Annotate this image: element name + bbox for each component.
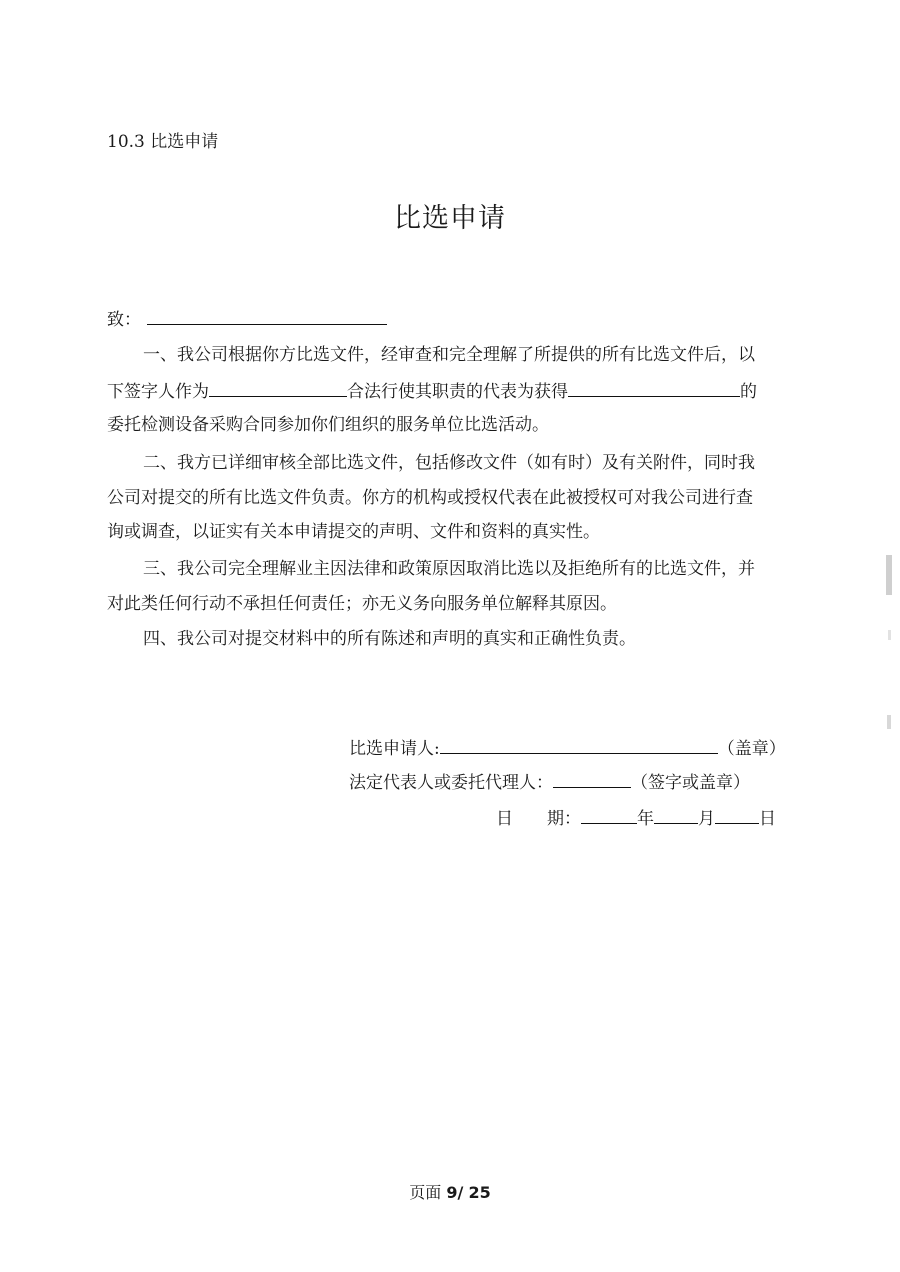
addressee-line: [107, 309, 387, 330]
page-total: 25: [468, 1183, 491, 1202]
rep-label: 法定代表人或委托代理人：: [349, 773, 553, 793]
rep-blank: [553, 772, 631, 788]
year-label: 年: [637, 809, 654, 829]
scan-artifact: [886, 555, 892, 595]
scan-artifact: [888, 630, 891, 640]
para3-line2: 对此类任何行动不承担任何责任；亦无义务向服务单位解释其原因。: [107, 594, 617, 614]
para1-line2-b: 合法行使其职责的代表为获得: [347, 382, 568, 402]
project-blank: [568, 381, 740, 397]
rep-suffix: （签字或盖章）: [631, 773, 750, 793]
day-blank: [715, 808, 759, 824]
representative-blank: [209, 381, 347, 397]
para1-line1: 一、我公司根据你方比选文件，经审查和完全理解了所提供的所有比选文件后，以: [143, 345, 755, 365]
para1-line2-c: 的: [740, 382, 757, 402]
year-blank: [581, 808, 637, 824]
applicant-blank: [440, 738, 718, 754]
para1-line3: 委托检测设备采购合同参加你们组织的服务单位比选活动。: [107, 415, 549, 435]
representative-line: [349, 768, 750, 793]
day-label: 日: [759, 809, 776, 829]
addressee-blank: [147, 309, 387, 325]
scan-artifact: [887, 715, 891, 729]
page-current: 9/: [446, 1183, 464, 1202]
date-line: [496, 804, 776, 829]
to-label: 致：: [107, 310, 141, 330]
para1-line2: [107, 381, 757, 402]
page-footer: [0, 1180, 900, 1203]
applicant-suffix: （盖章）: [717, 739, 786, 759]
para4-line1: 四、我公司对提交材料中的所有陈述和声明的真实和正确性负责。: [143, 629, 636, 649]
para2-line3: 询或调查，以证实有关本申请提交的声明、文件和资料的真实性。: [107, 522, 600, 542]
document-title: 比选申请: [394, 203, 506, 234]
para3-line1: 三、我公司完全理解业主因法律和政策原因取消比选以及拒绝所有的比选文件，并: [143, 559, 755, 579]
applicant-label: 比选申请人:: [349, 739, 440, 759]
date-label: 日 期：: [496, 809, 581, 829]
month-blank: [654, 808, 698, 824]
applicant-line: [349, 734, 786, 759]
para2-line2: 公司对提交的所有比选文件负责。你方的机构或授权代表在此被授权可对我公司进行查: [107, 488, 753, 508]
page-prefix: 页面: [409, 1183, 442, 1202]
month-label: 月: [698, 809, 715, 829]
section-label: 10.3 比选申请: [107, 132, 219, 152]
para1-line2-a: 下签字人作为: [107, 382, 209, 402]
para2-line1: 二、我方已详细审核全部比选文件，包括修改文件（如有时）及有关附件，同时我: [143, 453, 755, 473]
